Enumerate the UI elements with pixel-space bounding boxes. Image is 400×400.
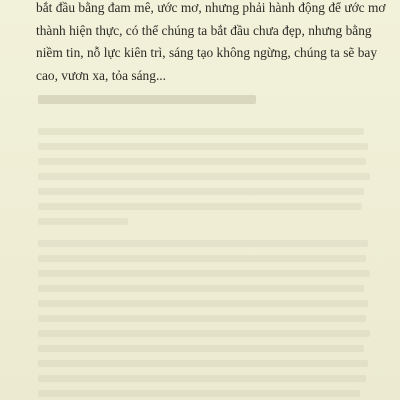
body-paragraph <box>36 0 386 87</box>
paragraph-line: niềm tin, nỗ lực kiên trì, sáng tạo không ngừng, chúng ta sẽ bay <box>36 45 378 60</box>
paragraph-line: cao, vươn xa, tỏa sáng... <box>36 67 166 83</box>
paragraph-line: thành hiện thực, có thể chúng ta bắt đầu chưa đẹp, nhưng bằng <box>36 22 372 38</box>
bleed-through-heading <box>38 95 256 104</box>
paragraph-line: bắt đầu bằng đam mê, ước mơ, nhưng phải hành động để ước mơ <box>36 0 386 15</box>
